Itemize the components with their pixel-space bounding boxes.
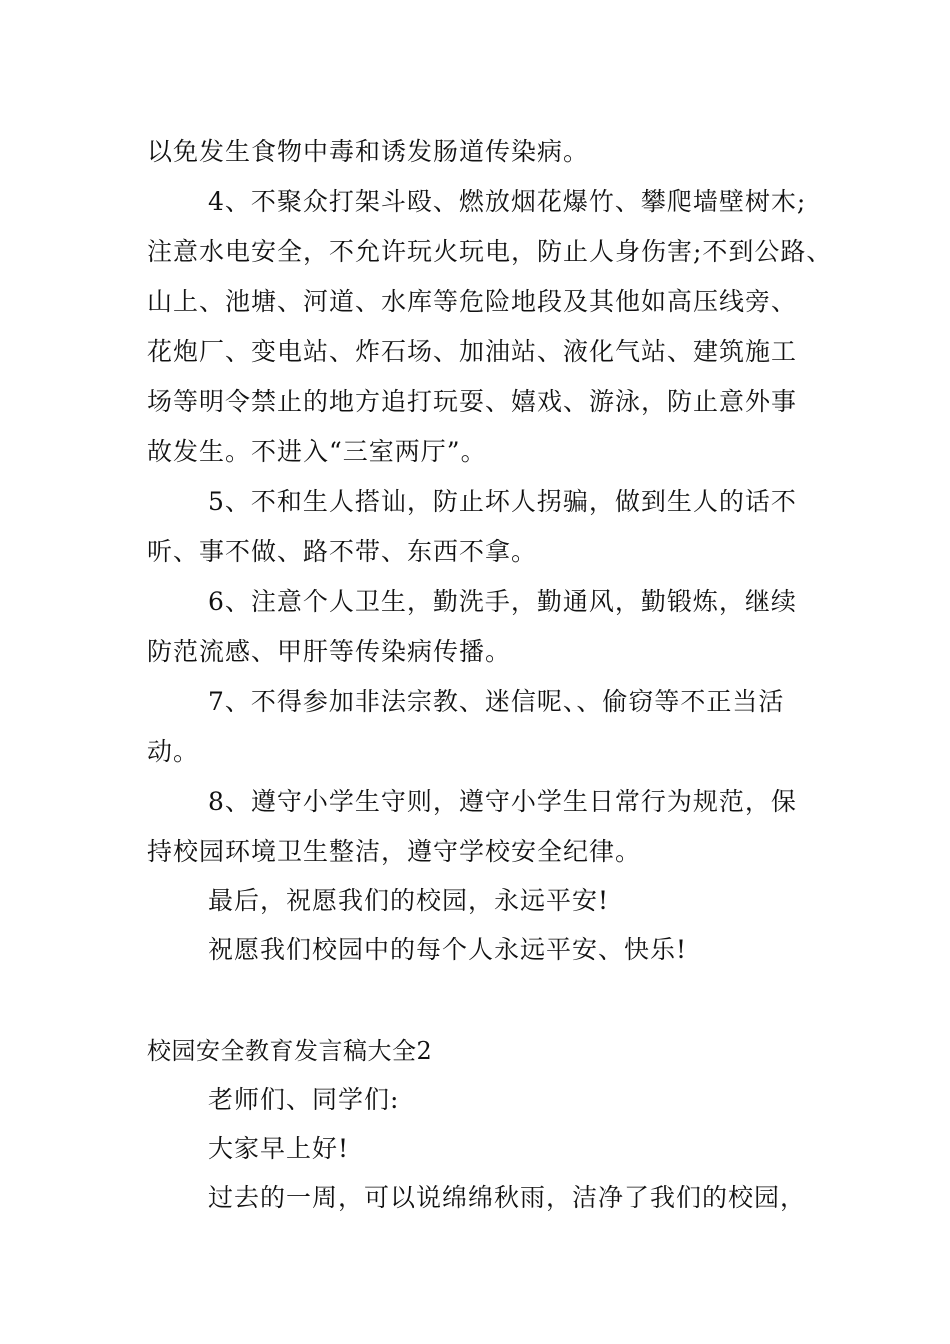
paragraph-line: 场等明令禁止的地方追打玩耍、嬉戏、游泳，防止意外事 — [147, 387, 798, 416]
paragraph-line: 过去的一周，可以说绵绵秋雨，洁净了我们的校园， — [208, 1183, 807, 1212]
paragraph-line: 大家早上好! — [208, 1134, 350, 1163]
paragraph-line: 5、不和生人搭讪，防止坏人拐骗，做到生人的话不 — [208, 487, 797, 516]
paragraph-line: 听、事不做、路不带、东西不拿。 — [147, 537, 538, 566]
paragraph-line: 花炮厂、变电站、炸石场、加油站、液化气站、建筑施工 — [147, 337, 798, 366]
section-title: 校园安全教育发言稿大全2 — [147, 1037, 433, 1065]
paragraph-line: 山上、池塘、河道、水库等危险地段及其他如高压线旁、 — [147, 287, 798, 316]
paragraph-line: 6、注意个人卫生，勤洗手，勤通风，勤锻炼，继续 — [208, 587, 797, 616]
paragraph-line: 持校园环境卫生整洁，遵守学校安全纪律。 — [147, 837, 642, 866]
paragraph-line: 故发生。不进入“三室两厅”。 — [147, 437, 487, 466]
paragraph-line: 7、不得参加非法宗教、迷信呢、、偷窃等不正当活 — [208, 687, 785, 716]
paragraph-line: 4、不聚众打架斗殴、燃放烟花爆竹、攀爬墙壁树木; — [208, 187, 807, 216]
paragraph-line: 8、遵守小学生守则，遵守小学生日常行为规范，保 — [208, 787, 797, 816]
paragraph-line: 防范流感、甲肝等传染病传播。 — [147, 637, 512, 666]
paragraph-line: 以免发生食物中毒和诱发肠道传染病。 — [147, 137, 590, 166]
paragraph-line: 注意水电安全，不允许玩火玩电，防止人身伤害;不到公路、 — [147, 237, 833, 266]
paragraph-line: 祝愿我们校园中的每个人永远平安、快乐! — [208, 935, 688, 964]
paragraph-line: 最后，祝愿我们的校园，永远平安! — [208, 886, 610, 915]
paragraph-line: 动。 — [147, 737, 200, 766]
paragraph-line: 老师们、同学们: — [208, 1085, 400, 1114]
